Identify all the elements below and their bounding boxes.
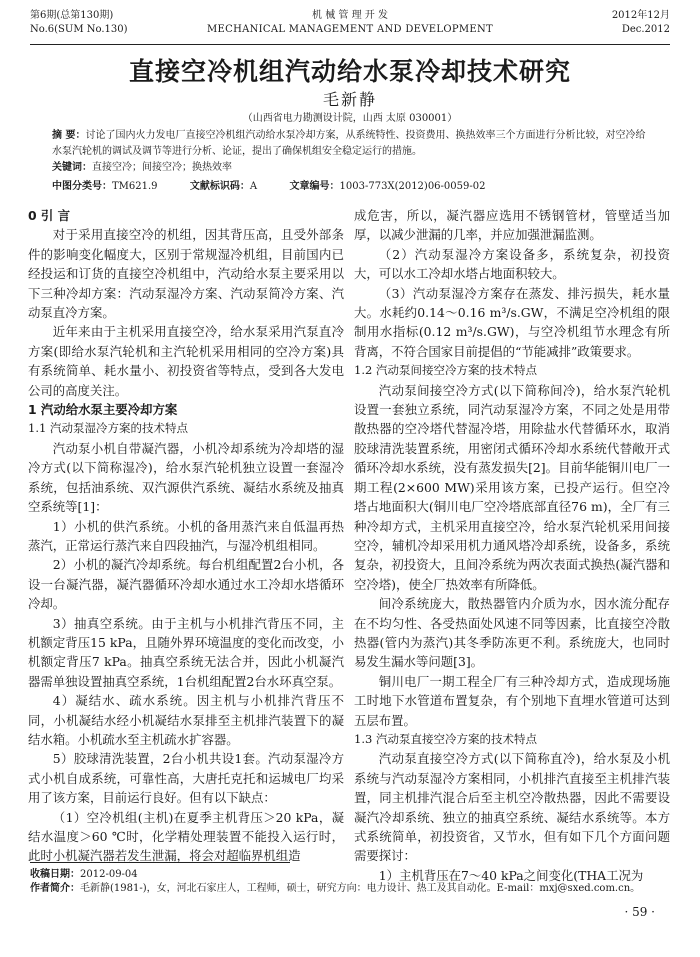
footnote-rule (30, 862, 290, 863)
paragraph: 成危害，所以，凝汽器应选用不锈钢管材，管壁适当加厚，以减少泄漏的几率，并应加强泄漏监测。 (354, 208, 670, 243)
author-affiliation: （山西省电力勘测设计院，山西 太原 030001） (242, 113, 458, 124)
paragraph: 铜川电厂一期工程全厂有三种冷却方式，造成现场施工时地下水管道布置复杂，有个别地下直埋水管道可达到五层布置。 (354, 673, 670, 728)
bio-text: 毛新静(1981-)，女，河北石家庄人，工程师，硕士，研究方向：电力设计、热工及其自动化。E-mail：mxj@sxed.com.cn。 (80, 883, 641, 894)
article-no-label: 文章编号： (289, 181, 340, 192)
paragraph: （3）汽动泵湿冷方案存在蒸发、排污损失，耗水量大。水耗约0.14～0.16 m³/s.GW，不满足空冷机组的限制用水指标(0.12 m³/s.GW)，与空冷机组节水理念有所背离，不符合国家目前提倡的“节能减排”政策要求。 (354, 285, 670, 359)
bio-label: 作者简介： (30, 883, 80, 894)
paragraph: 对于采用直接空冷的机组，因其背压高，且受外部条件的影响变化幅度大，区别于常规湿冷机组，目前国内已经投运和订货的直接空冷机组中，汽动给水泵主要采用以下三种冷却方案：汽动泵湿冷方案、汽动泵简冷方案、汽动泵直冷方案。 (28, 227, 344, 321)
clc-value: TM621.9 (112, 181, 158, 192)
keywords-label: 关键词： (52, 162, 92, 173)
subsection-heading: 1.1 汽动泵湿冷方案的技术特点 (28, 421, 188, 436)
abstract-text: 讨论了国内火力发电厂直接空冷机组汽动给水泵冷却方案，从系统特性、投资费用、换热效率三个方面进行分析比较，对空冷给水泵汽轮机的调试及调节等进行分析、论证，提出了确保机组安全稳定运行的措施。 (52, 130, 646, 157)
subsection-heading: 1.2 汽动泵间接空冷方案的技术特点 (354, 363, 537, 378)
received-value: 2012-09-04 (80, 869, 138, 880)
paper-author: 毛新静 (322, 90, 377, 109)
classification-line (52, 180, 672, 194)
keywords (52, 160, 648, 176)
received-label: 收稿日期： (30, 869, 80, 880)
abstract-label: 摘 要： (52, 130, 86, 141)
paragraph: 3）抽真空系统。由于主机与小机排汽背压不同，主机额定背压15 kPa，且随外界环境温度的变化而改变，小机额定背压7 kPa。抽真空系统无法合并，因此小机凝汽器需单独设置抽真空系统，1台机组配置2台水环真空泵。 (28, 615, 344, 689)
body-column-right (354, 206, 670, 885)
body-column-left (28, 206, 344, 866)
journal-cn: 机 械 管 理 开 发 (312, 10, 388, 21)
paragraph: 1）小机的供汽系统。小机的备用蒸汽来自低温再热蒸汽，正常运行蒸汽来自四段抽汽，与湿冷机组相同。 (28, 518, 344, 553)
paragraph: 近年来由于主机采用直接空冷，给水泵采用汽泵直冷方案(即给水泵汽轮机和主汽轮机采用相同的空冷方案)具有系统简单、耗水量小、初投资省等特点，受到各大发电公司的高度关注。 (28, 324, 344, 398)
page-number: · 59 · (624, 905, 655, 919)
article-no-value: 1003-773X(2012)06-0059-02 (339, 181, 486, 192)
paragraph: 汽动泵直接空冷方式(以下简称直冷)，给水泵及小机系统与汽动泵湿冷方案相同，小机排汽直接至主机排汽装置，同主机排汽混合后至主机空冷散热器，因此不需要设凝汽冷却系统、独立的抽真空系统、凝结水系统等。本方式系统简单，初投资省，又节水，但有如下几个方面问题需要探讨： (354, 751, 670, 864)
issue-cn: 第6期(总第130期) (30, 10, 114, 21)
footnote (30, 868, 670, 896)
journal-name (180, 9, 520, 37)
issue-en: No.6(SUM No.130) (30, 24, 128, 35)
date-cn: 2012年12月 (611, 10, 670, 21)
paragraph: 1）主机背压在7～40 kPa之间变化(THA工况为 (378, 867, 644, 883)
header-rule (30, 44, 670, 45)
paragraph: 4）凝结水、疏水系统。因主机与小机排汽背压不同，小机凝结水经小机凝结水泵排至主机排汽装置下的凝结水箱。小机疏水至主机疏水扩容器。 (28, 693, 344, 747)
paper-title: 直接空冷机组汽动给水泵冷却技术研究 (128, 57, 571, 86)
abstract (52, 128, 648, 176)
doc-code-label: 文献标识码： (189, 181, 250, 192)
clc-label: 中图分类号： (52, 181, 112, 192)
issue-info (30, 9, 128, 37)
paragraph: 间冷系统庞大，散热器管内介质为水，因水流分配存在不均匀性、各受热面处风速不同等因素，比直接空冷散热器(管内为蒸汽)其冬季防冻更不利。系统庞大，也同时易发生漏水等问题[3]。 (354, 596, 670, 670)
paragraph: 汽动泵小机自带凝汽器，小机冷却系统为冷却塔的湿冷方式(以下简称湿冷)，给水泵汽轮机独立设置一套湿冷系统，包括油系统、双汽源供汽系统、凝结水系统及抽真空系统等[1]： (28, 440, 344, 515)
paragraph: 5）胶球清洗装置，2台小机共设1套。汽动泵湿冷方式小机自成系统，可靠性高，大唐托克托和运城电厂均采用了该方案，目前运行良好。但有以下缺点： (28, 751, 344, 806)
date-en: Dec.2012 (621, 24, 670, 35)
paragraph: 2）小机的凝汽冷却系统。每台机组配置2台小机，各设一台凝汽器，凝汽器循环冷却水通过水工冷却水塔循环冷却。 (28, 557, 344, 612)
issue-date (612, 9, 670, 37)
running-header (30, 7, 670, 43)
paragraph: （2）汽动泵湿冷方案设备多，系统复杂，初投资大，可以水工冷却水塔占地面积较大。 (354, 246, 670, 282)
section-heading: 0 引 言 (28, 208, 71, 223)
section-heading: 1 汽动给水泵主要冷却方案 (28, 402, 178, 418)
subsection-heading: 1.3 汽动泵直接空冷方案的技术特点 (354, 731, 537, 746)
author-bio (30, 882, 670, 896)
received-date (30, 868, 670, 882)
paragraph: 汽动泵间接空冷方式(以下简称间冷)，给水泵汽轮机设置一套独立系统，同汽动泵湿冷方案，不同之处是用带散热器的空冷塔代替湿冷塔，用除盐水代替循环水，取消胶球清洗装置系统，用密闭式循环冷却水系统代替敞开式循环冷却水系统，没有蒸发损失[2]。目前华能铜川电厂一期工程(2×600 MW)采用该方案，已投产运行。但空冷塔占地面积大(铜川电厂空冷塔底部直径76 m)，全厂有三种冷却方式，主机采用直接空冷，给水泵汽轮机采用间接空冷，辅机冷却采用机力通风塔冷却系统，设备多，系统复杂，初投资大，且间冷系统为两次表面式换热(凝汽器和空冷塔)，使全厂热效率有所降低。 (354, 382, 670, 592)
paragraph: （1）空冷机组(主机)在夏季主机背压＞20 kPa，凝结水温度＞60 ℃时，化学精处理装置不能投入运行时，此时小机凝汽器若发生泄漏，将会对超临界机组造 (28, 809, 344, 864)
doc-code-value: A (249, 181, 258, 192)
keywords-text: 直接空冷；间接空冷；换热效率 (92, 162, 232, 173)
journal-en: MECHANICAL MANAGEMENT AND DEVELOPMENT (206, 24, 494, 35)
